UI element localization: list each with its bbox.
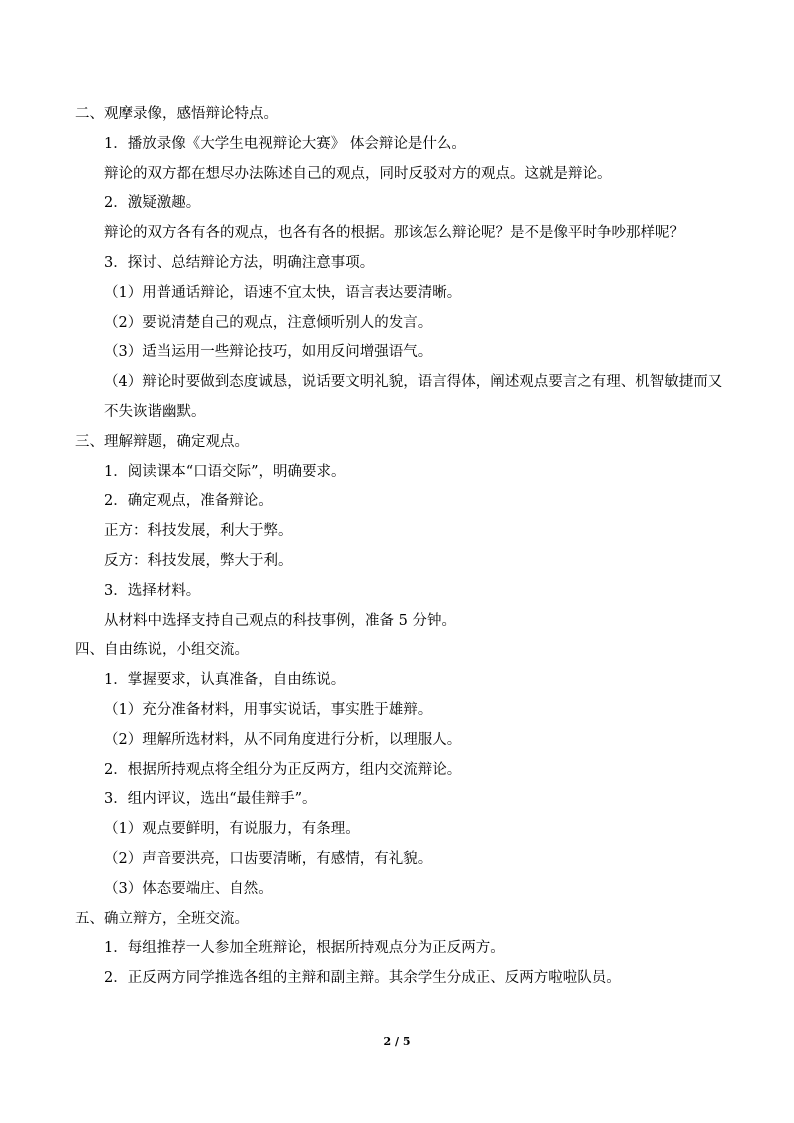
paragraph-line: 辩论的双方都在想尽办法陈述自己的观点，同时反驳对方的观点。这就是辩论。 [104,165,612,182]
paragraph-line: 1．每组推荐一人参加全班辩论，根据所持观点分为正反两方。 [104,940,505,957]
section-heading: 二、观摩录像，感悟辩论特点。 [75,106,278,122]
paragraph-line: 1．播放录像《大学生电视辩论大赛》 体会辩论是什么。 [104,135,466,152]
section-heading: 四、自由练说，小组交流。 [75,642,249,659]
paragraph-line: 3．组内评议，选出“最佳辩手”。 [104,791,317,808]
paragraph-line: （4）辩论时要做到态度诚恳，说话要文明礼貌，语言得体，阐述观点要言之有理、机智敏捷而又不失诙谐幽默。 [104,374,723,420]
paragraph-line: （2）声音要洪亮，口齿要清晰，有感情，有礼貌。 [104,850,433,867]
paragraph-line: 2．激疑激趣。 [104,195,201,212]
paragraph-line: 3．探讨、总结辩论方法，明确注意事项。 [104,254,375,271]
section-heading: 五、确立辩方，全班交流。 [75,910,249,927]
paragraph-line: 1．掌握要求，认真准备，自由练说。 [104,672,346,689]
paragraph-line: 2．正反两方同学推选各组的主辩和副主辩。其余学生分成正、反两方啦啦队员。 [104,970,621,987]
paragraph-line: 正方：科技发展，利大于弊。 [104,523,293,540]
paragraph-line: 3．选择材料。 [104,582,201,599]
paragraph-line: （1）观点要鲜明，有说服力，有条理。 [104,821,360,838]
page-number: 2 / 5 [383,1035,411,1048]
paragraph-line: 反方：科技发展，弊大于利。 [104,552,293,569]
paragraph-line: 辩论的双方各有各的观点，也各有各的根据。那该怎么辩论呢？是不是像平时争吵那样呢？ [104,225,684,242]
paragraph-line: （2）理解所选材料，从不同角度进行分析，以理服人。 [104,731,462,748]
paragraph-line: 1．阅读课本“口语交际”，明确要求。 [104,463,346,480]
section-heading: 三、理解辩题，确定观点。 [75,433,249,450]
paragraph-line: 2．根据所持观点将全组分为正反两方，组内交流辩论。 [104,761,462,778]
paragraph-line: （2）要说清楚自己的观点，注意倾听别人的发言。 [104,314,433,331]
paragraph-line: 从材料中选择支持自己观点的科技事例，准备 5 分钟。 [104,612,456,629]
paragraph-line: （1）充分准备材料，用事实说话，事实胜于雄辩。 [104,701,433,718]
paragraph-line: （3）体态要端庄、自然。 [104,880,273,897]
paragraph-line: （3）适当运用一些辩论技巧，如用反问增强语气。 [104,344,433,361]
paragraph-line: 2．确定观点，准备辩论。 [104,493,273,510]
paragraph-line: （1）用普通话辩论，语速不宜太快，语言表达要清晰。 [104,284,462,301]
document-body [75,100,723,994]
